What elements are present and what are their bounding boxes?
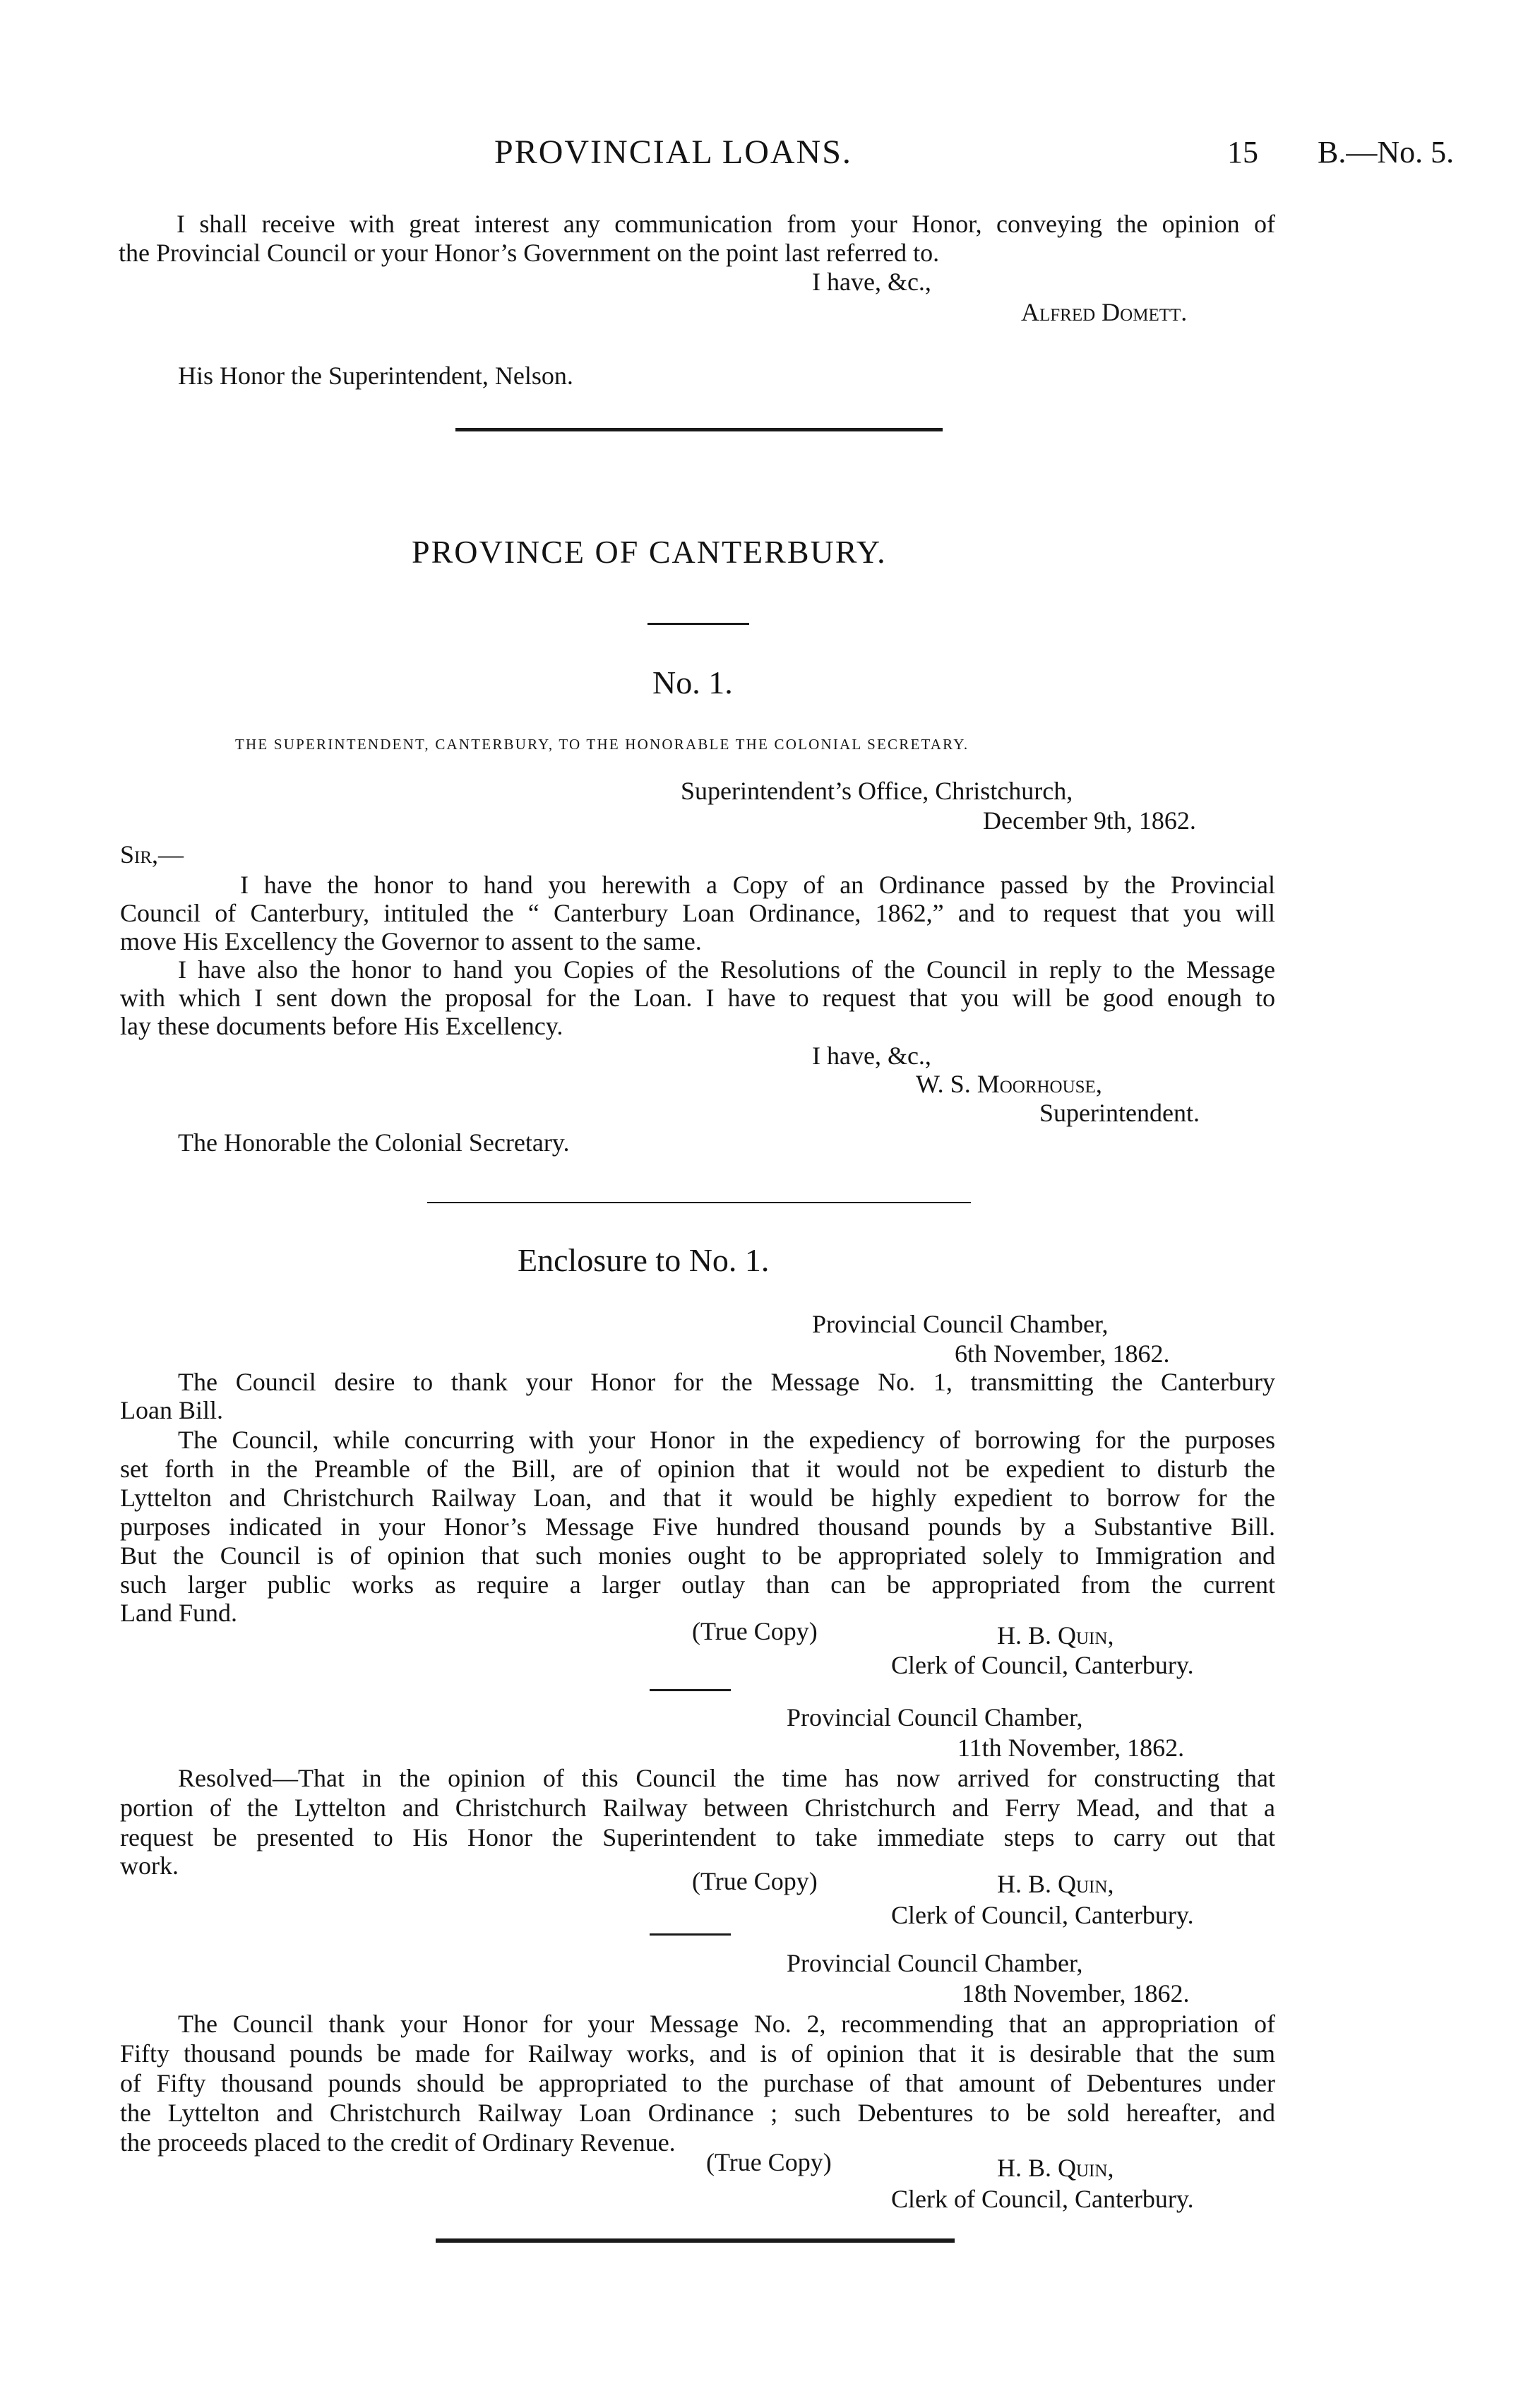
res1-line: Lyttelton and Christchurch Railway Loan, and that it would be highly expedient to borrow for the bbox=[120, 1484, 1275, 1512]
letter-salutation: Sir,— bbox=[120, 840, 184, 869]
enclosure-title: Enclosure to No. 1. bbox=[518, 1242, 770, 1278]
short-rule bbox=[650, 1933, 731, 1936]
res2-line: request be presented to His Honor the Superintendent to take immediate steps to carry out that bbox=[120, 1823, 1275, 1852]
letter-para1-line-1: I have the honor to hand you herewith a Copy of an Ordinance passed by the Provincial bbox=[240, 871, 1275, 899]
res1-line: set forth in the Preamble of the Bill, are of opinion that it would not be expedient to disturb the bbox=[120, 1455, 1275, 1483]
letter-para2-line-3: lay these documents before His Excellency. bbox=[120, 1012, 563, 1040]
paper-reference: B.—No. 5. bbox=[1318, 135, 1455, 169]
res2-signer: H. B. Quin, bbox=[997, 1870, 1114, 1898]
nelson-addressee: His Honor the Superintendent, Nelson. bbox=[178, 362, 573, 390]
nelson-para-line-2: the Provincial Council or your Honor’s Government on the point last referred to. bbox=[119, 239, 940, 267]
letter-signature-title: Superintendent. bbox=[1039, 1099, 1200, 1127]
res3-line: of Fifty thousand pounds should be appropriated to the purchase of that amount of Debentures under bbox=[120, 2069, 1275, 2097]
letter-address-line-1: Superintendent’s Office, Christchurch, bbox=[681, 777, 1073, 805]
res2-line: portion of the Lyttelton and Christchurch Railway between Christchurch and Ferry Mead, and that a bbox=[120, 1794, 1275, 1822]
letter-para2-line-1: I have also the honor to hand you Copies of the Resolutions of the Council in reply to the Message bbox=[178, 955, 1275, 984]
res3-line: The Council thank your Honor for your Message No. 2, recommending that an appropriation of bbox=[178, 2010, 1275, 2038]
res2-line: work. bbox=[120, 1852, 179, 1880]
running-title: PROVINCIAL LOANS. bbox=[494, 133, 852, 171]
nelson-closing: I have, &c., bbox=[812, 268, 931, 296]
letter-number: No. 1. bbox=[652, 664, 733, 700]
enclosure-divider bbox=[427, 1202, 971, 1203]
res3-signer: H. B. Quin, bbox=[997, 2154, 1114, 2182]
letter-subtitle: THE SUPERINTENDENT, CANTERBURY, TO THE HONORABLE THE COLONIAL SECRETARY. bbox=[235, 736, 969, 753]
end-rule bbox=[436, 2238, 955, 2243]
res3-line: Fifty thousand pounds be made for Railway works, and is of opinion that it is desirable that the sum bbox=[120, 2039, 1275, 2068]
section-divider bbox=[455, 428, 943, 431]
res1-line: But the Council is of opinion that such monies ought to be appropriated solely to Immigration and bbox=[120, 1542, 1275, 1570]
res1-signer: H. B. Quin, bbox=[997, 1621, 1114, 1650]
res3-place: Provincial Council Chamber, bbox=[787, 1949, 1083, 1977]
page-number: 15 bbox=[1227, 135, 1258, 169]
nelson-signature: Alfred Domett. bbox=[1021, 298, 1188, 326]
res1-line: Land Fund. bbox=[120, 1599, 237, 1627]
res2-signer-title: Clerk of Council, Canterbury. bbox=[891, 1901, 1194, 1929]
res2-true-copy: (True Copy) bbox=[692, 1867, 818, 1895]
nelson-para-line-1: I shall receive with great interest any communication from your Honor, conveying the opinion of bbox=[177, 210, 1275, 238]
res1-line: The Council desire to thank your Honor for the Message No. 1, transmitting the Canterbury bbox=[178, 1368, 1275, 1396]
res1-line: purposes indicated in your Honor’s Message Five hundred thousand pounds by a Substantive Bill. bbox=[120, 1513, 1275, 1541]
res3-signer-title: Clerk of Council, Canterbury. bbox=[891, 2185, 1194, 2213]
res2-date: 11th November, 1862. bbox=[957, 1734, 1185, 1762]
res2-place: Provincial Council Chamber, bbox=[787, 1703, 1083, 1731]
letter-addressee: The Honorable the Colonial Secretary. bbox=[178, 1128, 570, 1157]
res1-date: 6th November, 1862. bbox=[955, 1340, 1170, 1368]
res1-signer-title: Clerk of Council, Canterbury. bbox=[891, 1651, 1194, 1679]
letter-date: December 9th, 1862. bbox=[983, 806, 1196, 835]
res1-line: such larger public works as require a larger outlay than can be appropriated from the current bbox=[120, 1570, 1275, 1599]
letter-para1-line-3: move His Excellency the Governor to assent to the same. bbox=[120, 927, 702, 955]
res3-true-copy: (True Copy) bbox=[706, 2148, 832, 2176]
res1-place: Provincial Council Chamber, bbox=[812, 1310, 1109, 1338]
res2-line: Resolved—That in the opinion of this Council the time has now arrived for constructing that bbox=[178, 1764, 1275, 1792]
section-title: PROVINCE OF CANTERBURY. bbox=[412, 534, 887, 570]
res3-line: the Lyttelton and Christchurch Railway Loan Ordinance ; such Debentures to be sold hereafter, and bbox=[120, 2099, 1275, 2127]
letter-para1-line-2: Council of Canterbury, intituled the “ Canterbury Loan Ordinance, 1862,” and to request that you will bbox=[120, 899, 1275, 927]
short-rule bbox=[647, 623, 749, 625]
res3-date: 18th November, 1862. bbox=[962, 1979, 1190, 2008]
res1-line: The Council, while concurring with your Honor in the expediency of borrowing for the purposes bbox=[178, 1426, 1275, 1454]
letter-para2-line-2: with which I sent down the proposal for the Loan. I have to request that you will be good enough to bbox=[120, 984, 1275, 1012]
short-rule bbox=[650, 1689, 731, 1691]
res1-line: Loan Bill. bbox=[120, 1396, 223, 1424]
letter-signature: W. S. Moorhouse, bbox=[916, 1070, 1102, 1098]
letter-closing: I have, &c., bbox=[812, 1042, 931, 1070]
res1-true-copy: (True Copy) bbox=[692, 1617, 818, 1645]
res3-line: the proceeds placed to the credit of Ordinary Revenue. bbox=[120, 2128, 676, 2157]
